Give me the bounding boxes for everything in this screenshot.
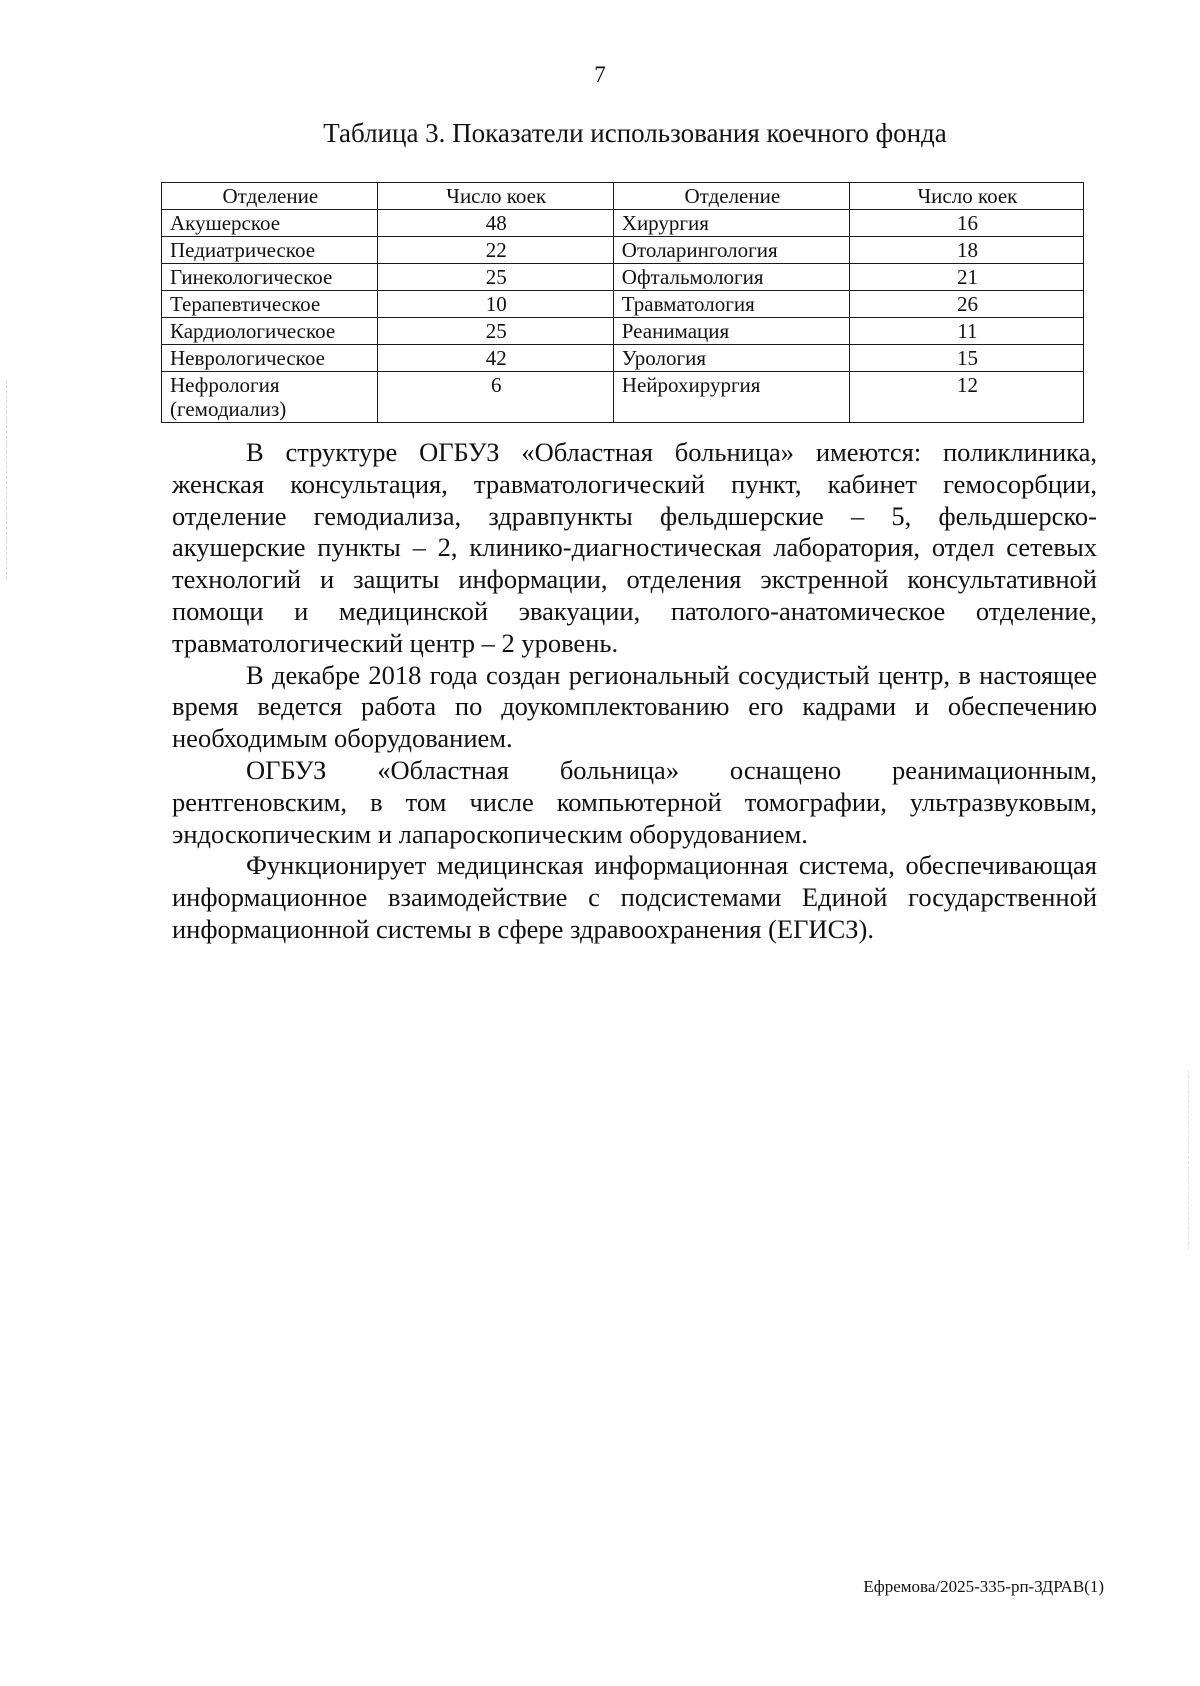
beds-cell: 10 [377, 291, 613, 318]
department-cell: Хирургия [613, 210, 849, 237]
department-cell: Акушерское [162, 210, 378, 237]
beds-table [161, 182, 1084, 423]
column-header-beds: Число коек [849, 183, 1083, 210]
beds-cell: 12 [849, 372, 1083, 423]
department-cell: Отоларингология [613, 237, 849, 264]
paragraph: Функционирует медицинская информационная система, обеспечивающая информационное взаимодействие с подсистемами Единой государственной информационной системы в сфере здравоохранения (ЕГИСЗ). [172, 850, 1097, 944]
department-cell: Реанимация [613, 318, 849, 345]
beds-cell: 11 [849, 318, 1083, 345]
document-reference: Ефремова/2025-335-рп-ЗДРАВ(1) [863, 1577, 1104, 1596]
scan-edge-mark [1188, 1070, 1190, 1250]
beds-cell: 16 [849, 210, 1083, 237]
department-cell: Гинекологическое [162, 264, 378, 291]
department-cell: Нефрология (гемодиализ) [162, 372, 378, 423]
body-text [172, 437, 1097, 946]
department-cell: Урология [613, 345, 849, 372]
table-row [162, 345, 1084, 372]
table-row [162, 264, 1084, 291]
beds-cell: 15 [849, 345, 1083, 372]
table-row [162, 210, 1084, 237]
table-row [162, 237, 1084, 264]
department-cell: Офтальмология [613, 264, 849, 291]
department-cell: Педиатрическое [162, 237, 378, 264]
table-row [162, 291, 1084, 318]
beds-cell: 42 [377, 345, 613, 372]
column-header-beds: Число коек [377, 183, 613, 210]
column-header-department: Отделение [162, 183, 378, 210]
table-row [162, 372, 1084, 423]
department-cell: Кардиологическое [162, 318, 378, 345]
table-header-row [162, 183, 1084, 210]
beds-cell: 25 [377, 318, 613, 345]
paragraph: В декабре 2018 года создан региональный сосудистый центр, в настоящее время ведется работа по доукомплектованию его кадрами и обеспечению необходимым оборудованием. [172, 659, 1097, 754]
paragraph: ОГБУЗ «Областная больница» оснащено реанимационным, рентгеновским, в том числе компьютерной томографии, ультразвуковым, эндоскопическим и лапароскопическим оборудованием. [172, 754, 1097, 849]
department-cell: Неврологическое [162, 345, 378, 372]
table-row [162, 318, 1084, 345]
beds-cell: 21 [849, 264, 1083, 291]
beds-cell: 6 [377, 372, 613, 423]
beds-cell: 26 [849, 291, 1083, 318]
beds-cell: 25 [377, 264, 613, 291]
page-number: 7 [594, 62, 606, 87]
paragraph: В структуре ОГБУЗ «Областная больница» имеются: поликлиника, женская консультация, травматологический пункт, кабинет гемосорбции, отделение гемодиализа, здравпункты фельдшерские – 5, фельдшерско-акушерские пункты – 2, клинико-диагностическая лаборатория, отдел сетевых технологий и защиты информации, отделения экстренной консультативной помощи и медицинской эвакуации, патолого-анатомическое отделение, травматологический центр – 2 уровень. [172, 437, 1097, 658]
table-caption: Таблица 3. Показатели использования коечного фонда [323, 118, 947, 148]
beds-cell: 22 [377, 237, 613, 264]
department-cell: Травматология [613, 291, 849, 318]
beds-cell: 18 [849, 237, 1083, 264]
department-cell: Нейрохирургия [613, 372, 849, 423]
column-header-department: Отделение [613, 183, 849, 210]
beds-cell: 48 [377, 210, 613, 237]
scan-edge-mark [6, 380, 8, 580]
department-cell: Терапевтическое [162, 291, 378, 318]
